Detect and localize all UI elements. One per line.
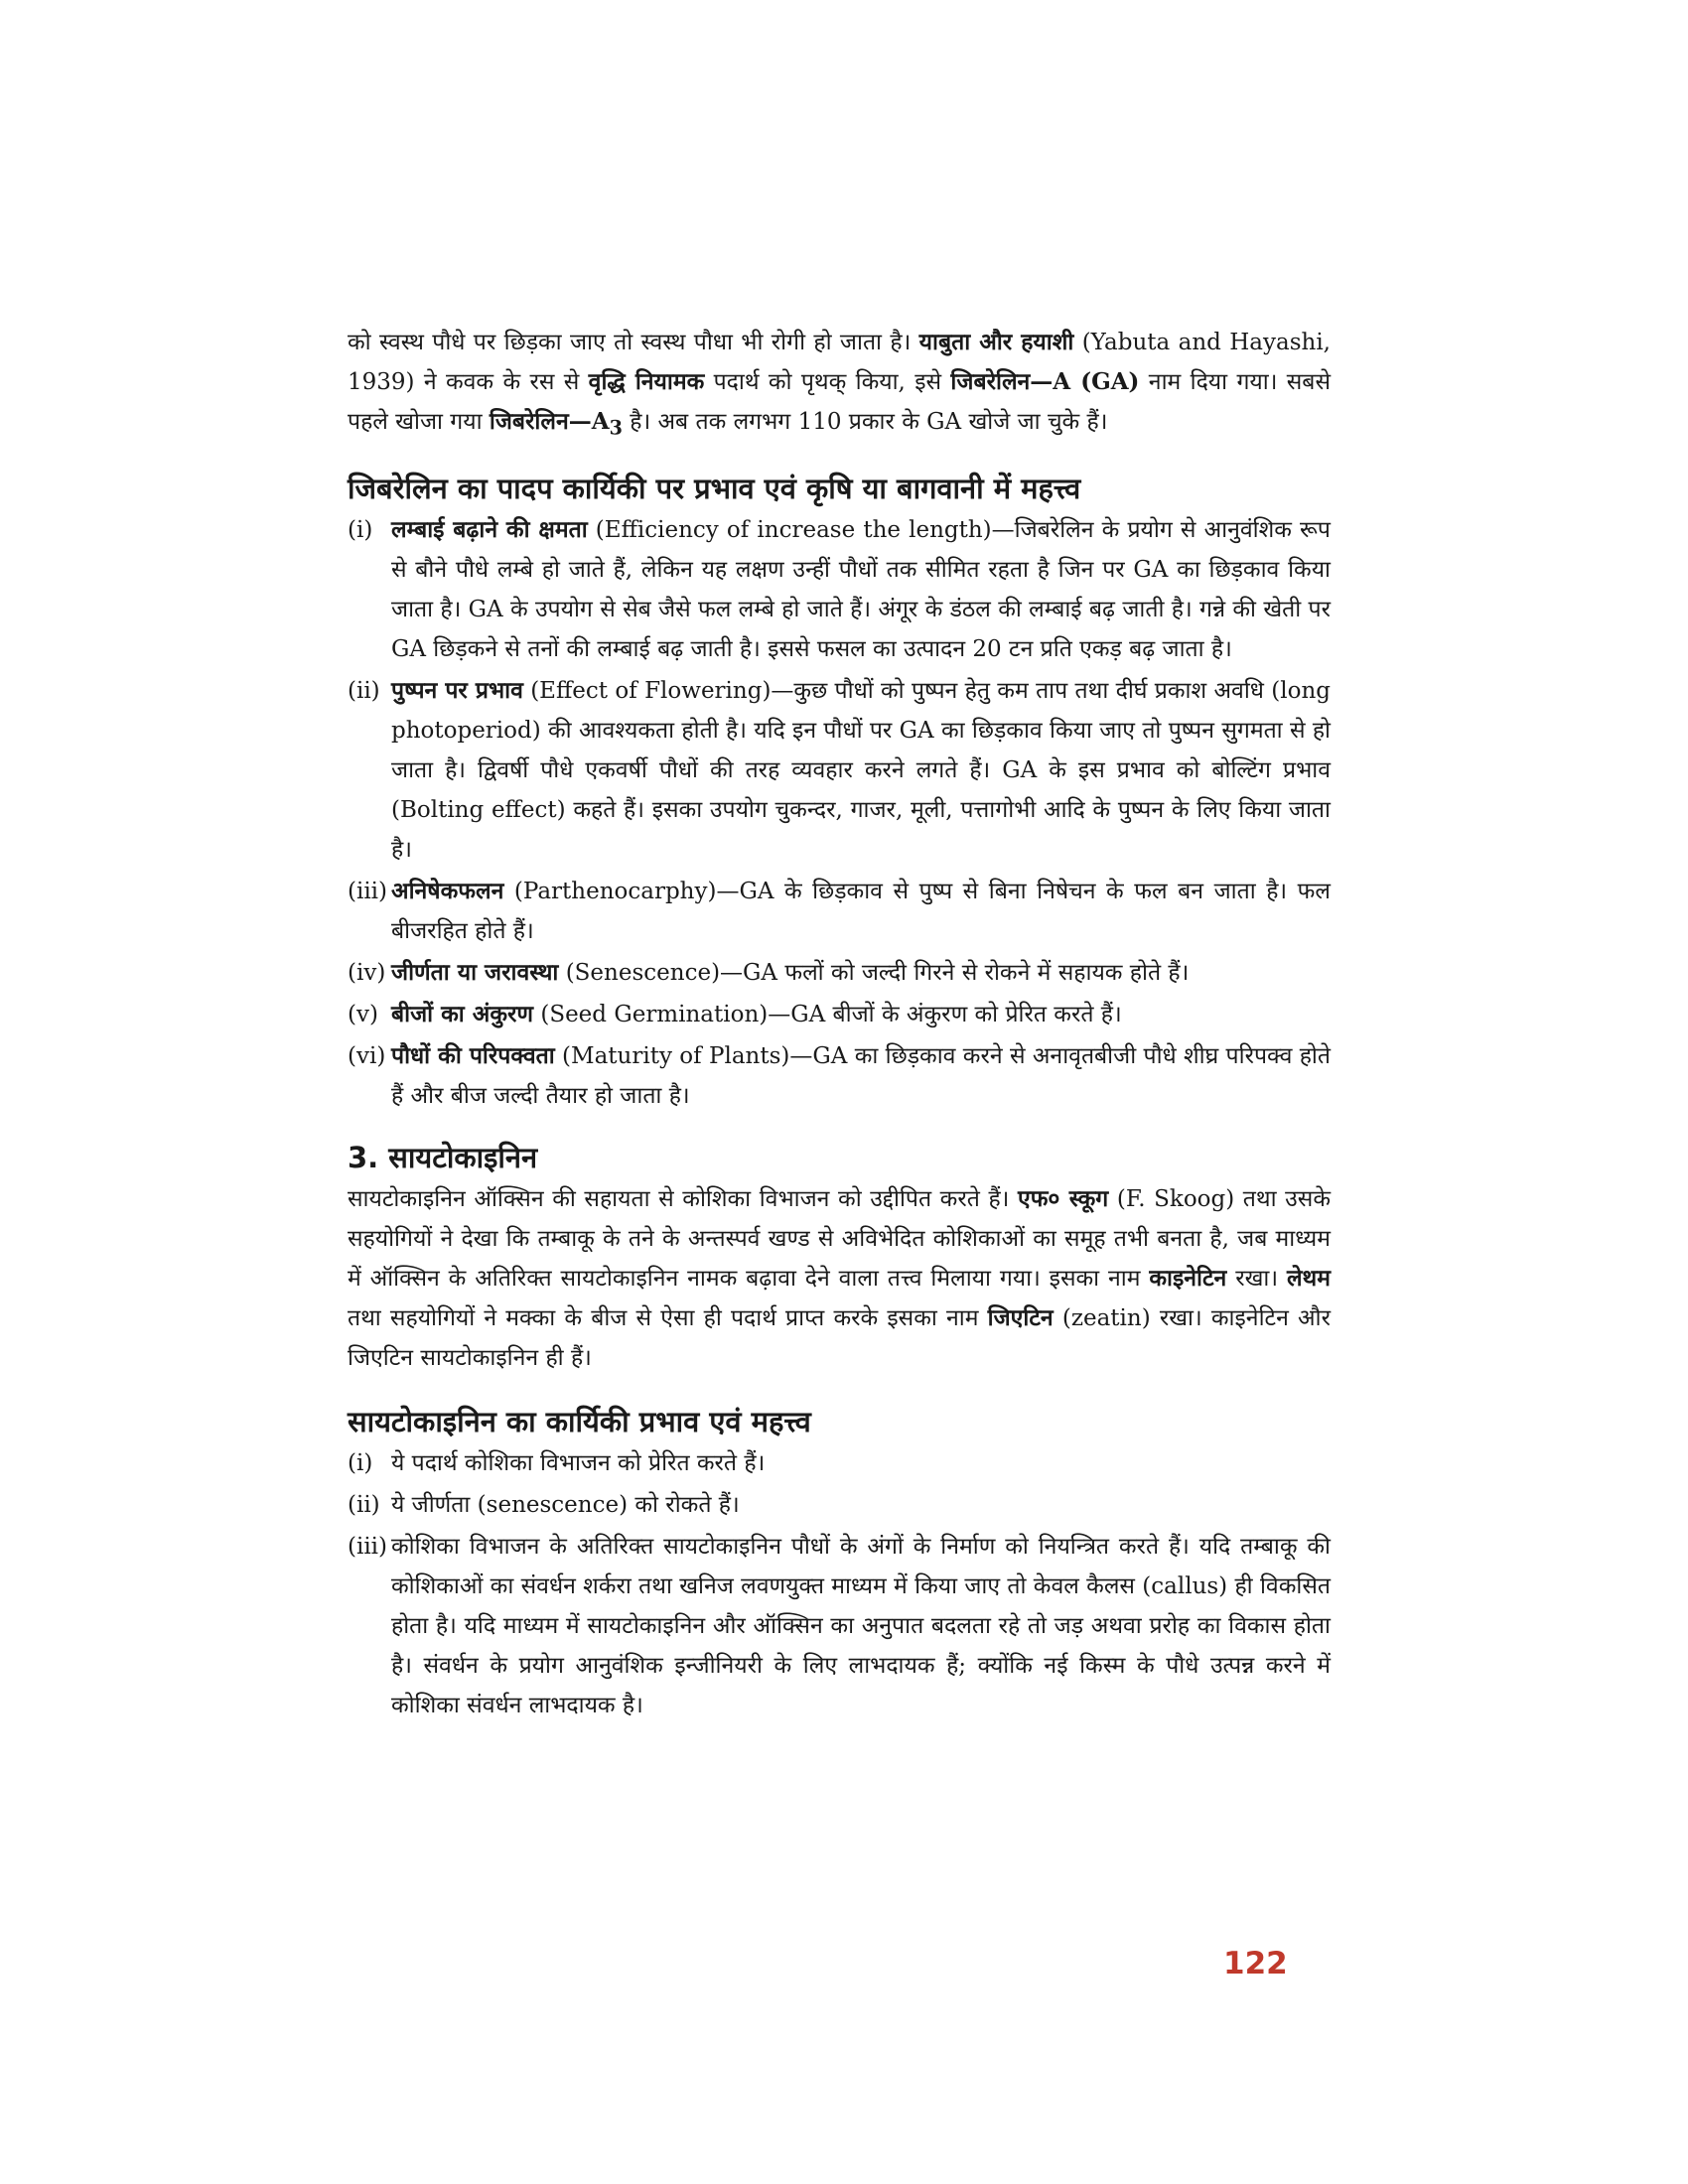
list-item [348,1485,1331,1525]
list-item-term: जीर्णता या जरावस्था [391,958,559,986]
intro-term-growth-regulator: वृद्धि नियामक [588,368,705,395]
intro-term-gibberellin-a: जिबरेलिन—A (GA) [950,368,1140,395]
intro-text-1: को स्वस्थ पौधे पर छिड़का जाए तो स्वस्थ पौधा भी रोगी हो जाता है। [348,330,919,355]
section-heading-gibberellin-effects: जिबरेलिन का पादप कार्यिकी पर प्रभाव एवं कृषि या बागवानी में महत्त्व [348,471,1081,505]
list-item-text: (Effect of Flowering)—कुछ पौधों को पुष्पन हेतु कम ताप तथा दीर्घ प्रकाश अवधि (long photoperiod) की आवश्यकता होती है। यदि इन पौधों पर GA का छिड़काव किया जाए तो पुष्पन सुगमता से हो जाता है। द्विवर्षी पौधे एकवर्षी पौधों की तरह व्यवहार करने लगते हैं। GA के इस प्रभाव को बोल्टिंग प्रभाव (Bolting effect) कहते हैं। इसका उपयोग चुकन्दर, गाजर, मूली, पत्तागोभी आदि के पुष्पन के लिए किया जाता है। [391,677,1331,863]
cytokinin-term-zeatin: जिएटिन [987,1303,1054,1331]
cytokinin-text-1: सायटोकाइनिन ऑक्सिन की सहायता से कोशिका विभाजन को उद्दीपित करते हैं। [348,1185,1018,1212]
cytokinin-text-5: (zeatin) रखा। काइनेटिन और जिएटिन सायटोकाइनिन ही हैं। [348,1304,1331,1371]
intro-text-2: (Yabuta and Hayashi, 1939) ने कवक के रस से [348,330,1331,395]
list-item [348,995,1331,1034]
section-heading-cytokinin-effects: सायटोकाइनिन का कार्यिकी प्रभाव एवं महत्त्व [348,1404,811,1438]
list-item [348,1527,1331,1725]
list-item [348,510,1331,669]
list-item-term: पौधों की परिपक्वता [391,1041,555,1069]
list-item-number: (ii) [348,1491,380,1518]
cytokinin-term-letham: लेथम [1286,1264,1331,1292]
cytokinin-text-3: रखा। [1226,1265,1287,1292]
list-item [348,1036,1331,1116]
list-item-number: (iv) [348,959,386,986]
intro-paragraph [348,323,1331,449]
page-number: 122 [1223,1946,1288,1981]
cytokinin-paragraph [348,1179,1331,1378]
list-item-number: (v) [348,1001,378,1027]
list-item-text: कोशिका विभाजन के अतिरिक्त सायटोकाइनिन पौधों के अंगों के निर्माण को नियन्त्रित करते हैं। यदि तम्बाकू की कोशिकाओं का संवर्धन शर्करा तथा खनिज लवणयुक्त माध्यम में किया जाए तो केवल कैलस (callus) ही विकसित होता है। यदि माध्यम में सायटोकाइनिन और ऑक्सिन का अनुपात बदलता रहे तो जड़ अथवा प्ररोह का विकास होता है। संवर्धन के प्रयोग आनुवंशिक इन्जीनियरी के लिए लाभदायक हैं; क्योंकि नई किस्म के पौधे उत्पन्न करने में कोशिका संवर्धन लाभदायक है। [391,1533,1331,1718]
list-item-text: ये जीर्णता (senescence) को रोकते हैं। [391,1491,740,1518]
list-item-text: (Seed Germination)—GA बीजों के अंकुरण को प्रेरित करते हैं। [533,1001,1122,1027]
intro-term-gibberellin-a3-base: जिबरेलिन—A [489,408,610,435]
page-content [348,323,1331,1727]
list-item-term: बीजों का अंकुरण [391,1000,534,1027]
list-item-term: लम्बाई बढ़ाने की क्षमता [391,515,588,543]
list-item [348,872,1331,951]
intro-term-yabuta-hayashi: याबुता और हयाशी [918,329,1074,355]
list-item-text: (Parthenocarphy)—GA के छिड़काव से पुष्प से बिना निषेचन के फल बन जाता है। फल बीजरहित होते हैं। [391,878,1331,944]
intro-term-subscript: 3 [609,416,623,440]
list-item-text: (Maturity of Plants)—GA का छिड़काव करने से अनावृतबीजी पौधे शीघ्र परिपक्व होते हैं और बीज जल्दी तैयार हो जाता है। [391,1042,1331,1109]
list-item-number: (i) [348,1449,373,1476]
list-item-number: (iii) [348,1533,388,1560]
cytokinin-text-4: तथा सहयोगियों ने मक्का के बीज से ऐसा ही पदार्थ प्राप्त करके इसका नाम [348,1304,988,1331]
list-item-text: (Efficiency of increase the length)—जिबरेलिन के प्रयोग से आनुवंशिक रूप से बौने पौधे लम्बे हो जाते हैं, लेकिन यह लक्षण उन्हीं पौधों तक सीमित रहता है जिन पर GA का छिड़काव किया जाता है। GA के उपयोग से सेब जैसे फल लम्बे हो जाते हैं। अंगूर के डंठल की लम्बाई बढ़ जाती है। गन्ने की खेती पर GA छिड़कने से तनों की लम्बाई बढ़ जाती है। इससे फसल का उत्पादन 20 टन प्रति एकड़ बढ़ जाता है। [391,516,1331,662]
section-heading-cytokinin: 3. सायटोकाइनिन [348,1140,538,1174]
intro-text-4: नाम दिया गया। सबसे पहले खोजा गया [348,369,1331,435]
list-item [348,1443,1331,1483]
list-item [348,953,1331,993]
cytokinin-text-2: (F. Skoog) तथा उसके सहयोगियों ने देखा कि तम्बाकू के तने के अन्तस्पर्व खण्ड से अविभेदित कोशिकाओं का समूह तभी बनता है, जब माध्यम में ऑक्सिन के अतिरिक्त सायटोकाइनिन नामक बढ़ावा देने वाला तत्त्व मिलाया गया। इसका नाम [348,1185,1331,1292]
gibberellin-effects-list [348,510,1331,1116]
intro-text-5: है। अब तक लगभग 110 प्रकार के GA खोजे जा चुके हैं। [622,409,1108,435]
list-item-number: (ii) [348,677,380,704]
cytokinin-term-skoog: एफ० स्कूग [1017,1184,1109,1212]
list-item-number: (i) [348,516,373,543]
list-item-term: पुष्पन पर प्रभाव [391,676,523,704]
list-item [348,671,1331,870]
list-item-text: ये पदार्थ कोशिका विभाजन को प्रेरित करते हैं। [391,1449,766,1476]
cytokinin-effects-list [348,1443,1331,1725]
cytokinin-term-kinetin: काइनेटिन [1149,1264,1227,1292]
list-item-term: अनिषेकफलन [391,877,504,904]
intro-text-3: पदार्थ को पृथक् किया, इसे [704,369,951,395]
list-item-number: (vi) [348,1042,386,1069]
intro-term-gibberellin-a3 [489,408,623,440]
list-item-text: (Senescence)—GA फलों को जल्दी गिरने से रोकने में सहायक होते हैं। [558,959,1190,986]
list-item-number: (iii) [348,878,388,904]
